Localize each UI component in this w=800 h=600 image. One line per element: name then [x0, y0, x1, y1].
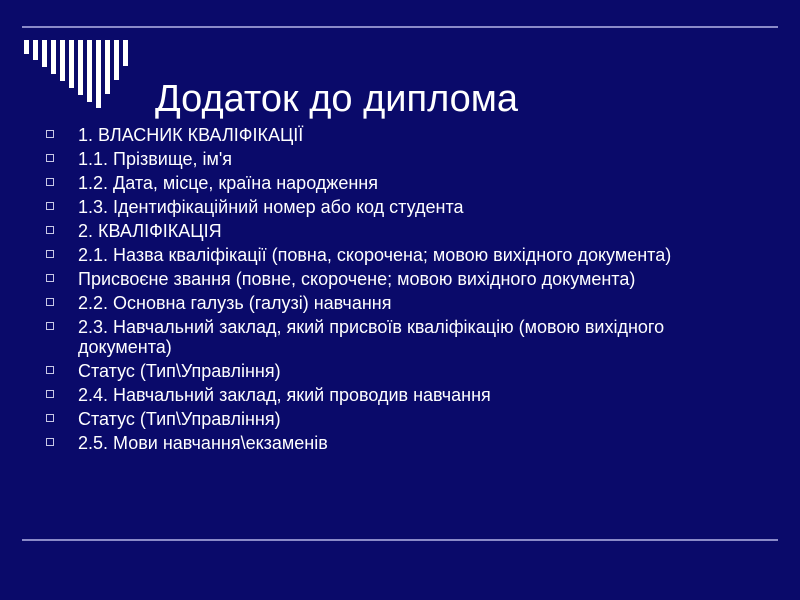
list-item [46, 125, 736, 145]
list-item [46, 245, 736, 265]
square-bullet-icon [46, 414, 54, 422]
list-item [46, 361, 736, 381]
square-bullet-icon [46, 390, 54, 398]
list-item-text: 2.4. Навчальний заклад, який проводив навчання [78, 385, 491, 405]
list-item [46, 317, 736, 357]
square-bullet-icon [46, 274, 54, 282]
decorative-stripes [0, 0, 160, 110]
list-item-text: 1.2. Дата, місце, країна народження [78, 173, 378, 193]
list-item-text: 1.3. Ідентифікаційний номер або код студента [78, 197, 464, 217]
list-item [46, 173, 736, 193]
list-item [46, 221, 736, 241]
list-item [46, 149, 736, 169]
list-item [46, 433, 736, 453]
bullet-list [46, 125, 736, 457]
square-bullet-icon [46, 322, 54, 330]
square-bullet-icon [46, 202, 54, 210]
slide-title: Додаток до диплома [155, 78, 519, 120]
list-item-text: 1. ВЛАСНИК КВАЛІФІКАЦІЇ [78, 125, 304, 145]
top-divider [22, 26, 778, 28]
list-item-text: 1.1. Прізвище, ім'я [78, 149, 233, 169]
square-bullet-icon [46, 130, 54, 138]
bottom-divider [22, 539, 778, 541]
list-item-text: 2.5. Мови навчання\екзаменів [78, 433, 328, 453]
list-item [46, 385, 736, 405]
list-item [46, 197, 736, 217]
list-item-text: Статус (Тип\Управління) [78, 409, 281, 429]
list-item-text: 2.2. Основна галузь (галузі) навчання [78, 293, 392, 313]
square-bullet-icon [46, 226, 54, 234]
list-item [46, 409, 736, 429]
list-item-text: 2.1. Назва кваліфікації (повна, скорочена; мовою вихідного документа) [78, 245, 672, 265]
square-bullet-icon [46, 438, 54, 446]
square-bullet-icon [46, 366, 54, 374]
square-bullet-icon [46, 250, 54, 258]
list-item-text: Статус (Тип\Управління) [78, 361, 281, 381]
square-bullet-icon [46, 178, 54, 186]
list-item-text: Присвоєне звання (повне, скорочене; мовою вихідного документа) [78, 269, 636, 289]
list-item-text: 2.3. Навчальний заклад, який присвоїв кваліфікацію (мовою вихідного документа) [78, 317, 665, 357]
square-bullet-icon [46, 298, 54, 306]
list-item-text: 2. КВАЛІФІКАЦІЯ [78, 221, 222, 241]
list-item [46, 269, 736, 289]
list-item [46, 293, 736, 313]
square-bullet-icon [46, 154, 54, 162]
